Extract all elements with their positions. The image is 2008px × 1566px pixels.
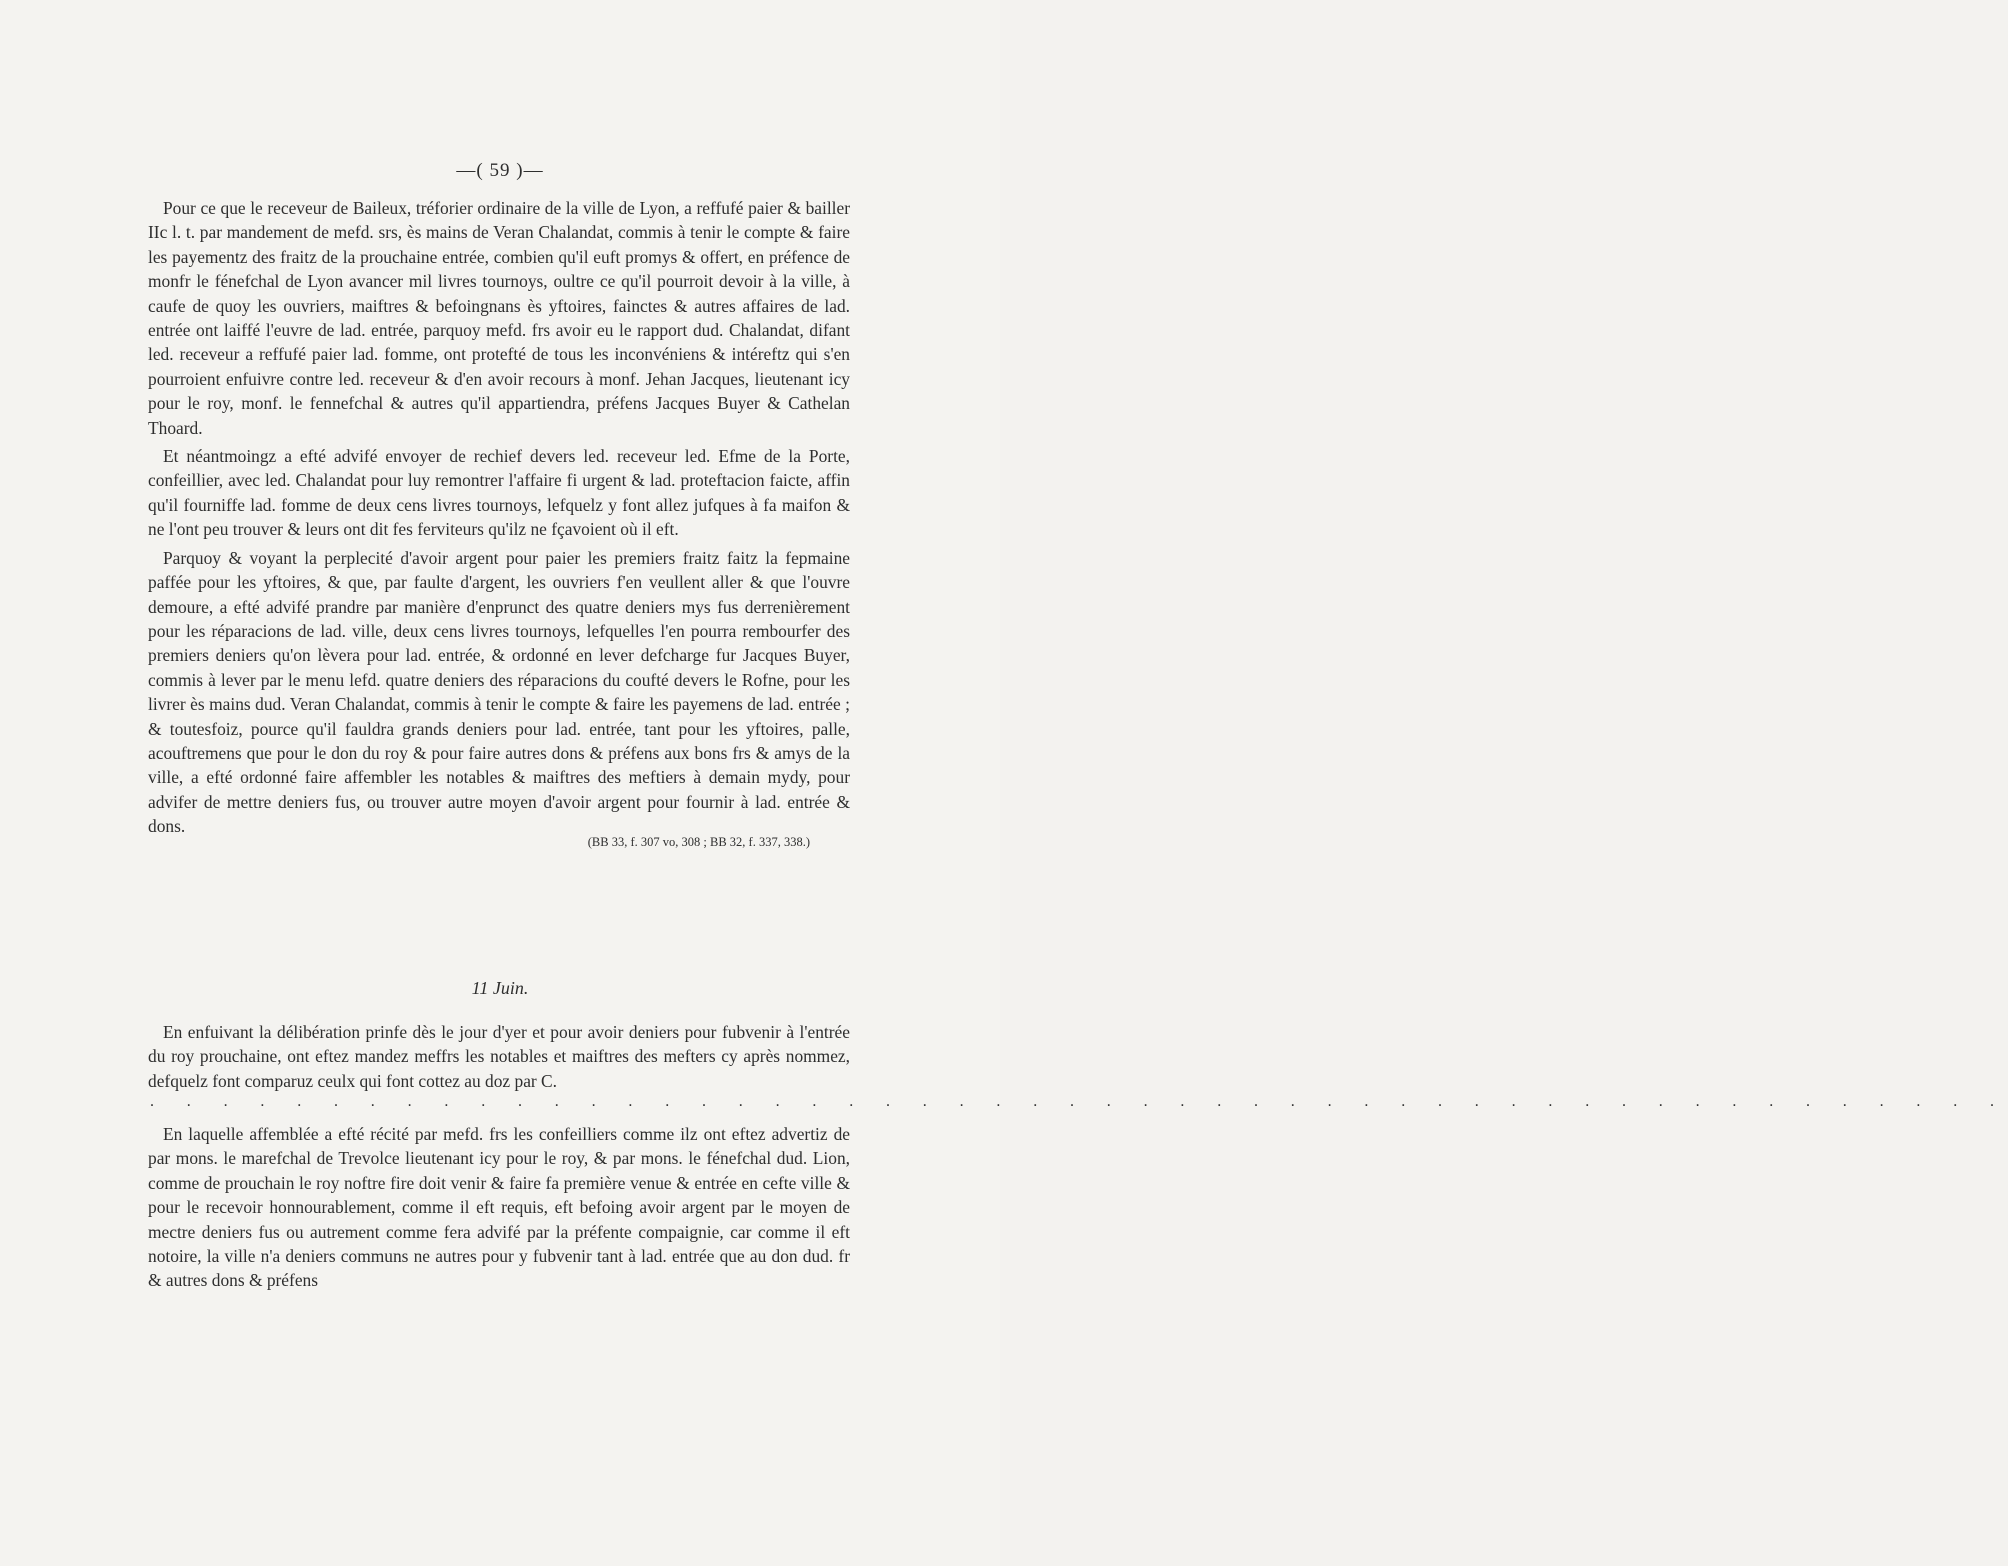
deliberation-section-2 xyxy=(148,1020,850,1093)
paragraph: En laquelle affemblée a efté récité par mefd. frs les confeilliers comme ilz ont eftez advertiz de par mons. le marefchal de Trevolce lieutenant icy pour le roy, & par mons. le fénefchal dud. Lion, comme de prouchain le roy noftre fire doit venir & faire fa première venue & entrée en cefte ville & pour le recevoir honnourablement, comme il eft requis, eft befoing avoir argent par le moyen de mectre deniers fus ou autrement comme fera advifé par la préfente compaignie, car comme il eft notoire, la ville n'a deniers communs ne autres pour y fubvenir tant à lad. entrée que au don dud. fr & autres dons & préfens xyxy=(148,1124,850,1291)
date-heading: 11 Juin. xyxy=(471,978,529,998)
paragraph: En enfuivant la délibération prinfe dès le jour d'yer et pour avoir deniers pour fubvenir à l'entrée du roy prouchaine, ont eftez mandez meffrs les notables et maiftres des mefters cy après nommez, defquelz font comparuz ceulx qui font cottez au doz par C. xyxy=(148,1022,850,1091)
paragraph: Et néantmoingz a efté advifé envoyer de rechief devers led. receveur led. Efme de la Porte, confeillier, avec led. Chalandat pour luy remontrer l'affaire fi urgent & lad. proteftacion faicte, affin qu'il fourniffe lad. fomme de deux cens livres tournoys, lefquelz y font allez jufques à fa maifon & ne l'ont peu trouver & leurs ont dit fes ferviteurs qu'ilz ne fçavoient où il eft. xyxy=(148,446,850,540)
deliberation-section-3 xyxy=(148,1122,850,1293)
archive-reference: (BB 33, f. 307 vo, 308 ; BB 32, f. 337, 338.) xyxy=(587,834,810,849)
paragraph: Pour ce que le receveur de Baileux, tréforier ordinaire de la ville de Lyon, a reffufé paier & bailler IIc l. t. par mandement de mefd. srs, ès mains de Veran Chalandat, commis à tenir le compte & faire les payementz des fraitz de la prouchaine entrée, combien qu'il euft promys & offert, en préfence de monfr le fénefchal de Lyon avancer mil livres tournoys, oultre ce qu'il pourroit devoir à la ville, à caufe de quoy les ouvriers, maiftres & befoingnans ès yftoires, fainctes & autres affaires de lad. entrée ont laiffé l'euvre de lad. entrée, parquoy mefd. frs avoir eu le rapport dud. Chalandat, difant led. receveur a reffufé paier lad. fomme, ont protefté de tous les inconvéniens & intéreftz qui s'en pourroient enfuivre contre led. receveur & d'en avoir recours à monf. Jehan Jacques, lieutenant icy pour le roy, monf. le fennefchal & autres qu'il appartiendra, préfens Jacques Buyer & Cathelan Thoard. xyxy=(148,198,850,438)
deliberation-section-1 xyxy=(148,196,850,851)
ellipsis-line: . . . . . . . . . . . . . . . . . . . . . . . . . . . . . . . . . . . . . . . . . . . . . . . . . . . xyxy=(150,1093,2008,1110)
page-number: —( 59 )— xyxy=(456,160,544,181)
paragraph: Parquoy & voyant la perplecité d'avoir argent pour paier les premiers fraitz faitz la fepmaine paffée pour les yftoires, & que, par faulte d'argent, les ouvriers f'en veullent aller & que l'ouvre demoure, a efté advifé prandre par manière d'enprunct des quatre deniers mys fus derrenièrement pour les réparacions de lad. ville, deux cens livres tournoys, lefquelles l'en pourra rembourfer des premiers deniers qu'on lèvera pour lad. entrée, & ordonné en lever defcharge fur Jacques Buyer, commis à lever par le menu lefd. quatre deniers des réparacions du coufté devers le Rofne, pour les livrer ès mains dud. Veran Chalandat, commis à tenir le compte & faire les payemens de lad. entrée ; & toutesfoiz, pource qu'il fauldra grands deniers pour lad. entrée, tant pour les yftoires, palle, acouftremens que pour le don du roy & pour faire autres dons & préfens aux bons frs & amys de la ville, a efté ordonné faire affembler les notables & maiftres des meftiers à demain mydy, pour advifer de mettre deniers fus, ou trouver autre moyen d'avoir argent pour fournir à lad. entrée & dons. xyxy=(148,547,850,837)
